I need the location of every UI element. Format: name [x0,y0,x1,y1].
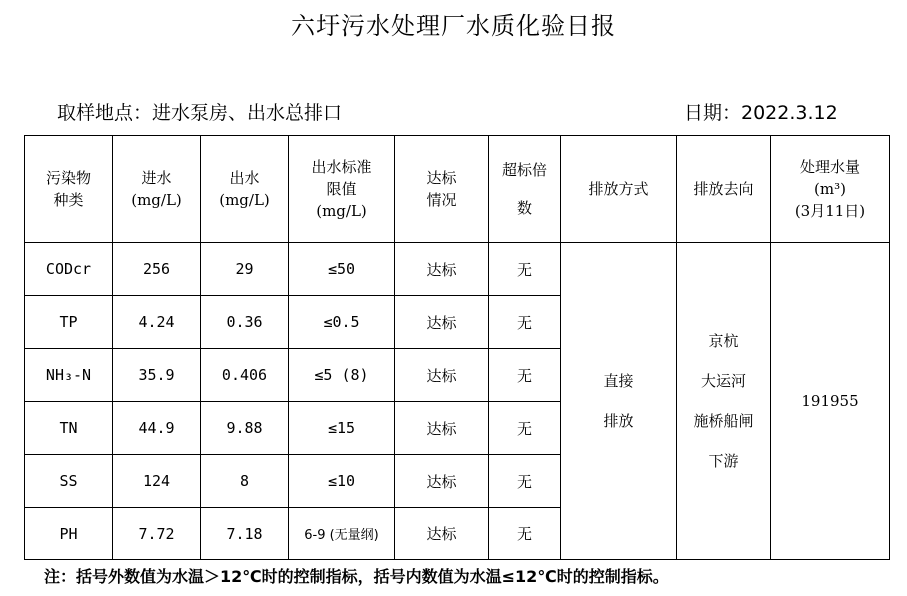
footnote: 注：括号外数值为水温＞12℃时的控制指标，括号内数值为水温≤12℃时的控制指标。 [44,567,669,586]
inflow-value: 35.9 [113,349,201,402]
report-title: 六圩污水处理厂水质化验日报 [291,12,616,40]
discharge-method-cell: 直接 排放 [561,243,677,560]
outflow-value: 0.406 [201,349,289,402]
inflow-value: 124 [113,455,201,508]
header-exceed: 超标倍 数 [489,136,561,243]
exceed-value: 无 [489,455,561,508]
outflow-value: 8 [201,455,289,508]
outflow-value: 9.88 [201,402,289,455]
exceed-value: 无 [489,296,561,349]
limit-value: ≤50 [289,243,395,296]
header-volume: 处理水量 (m³) (3月11日) [771,136,890,243]
status-value: 达标 [395,455,489,508]
pollutant-name: CODcr [25,243,113,296]
limit-value: 6-9 (无量纲) [289,508,395,560]
discharge-dest-cell: 京杭 大运河 施桥船闸 下游 [677,243,771,560]
status-value: 达标 [395,402,489,455]
sampling-location: 取样地点：进水泵房、出水总排口 [57,102,343,124]
limit-value: ≤0.5 [289,296,395,349]
pollutant-name: NH₃-N [25,349,113,402]
header-discharge-method: 排放方式 [561,136,677,243]
pollutant-name: TP [25,296,113,349]
header-status: 达标 情况 [395,136,489,243]
exceed-value: 无 [489,243,561,296]
inflow-value: 7.72 [113,508,201,560]
inflow-value: 256 [113,243,201,296]
header-outflow: 出水 (mg/L) [201,136,289,243]
limit-value: ≤15 [289,402,395,455]
exceed-value: 无 [489,349,561,402]
table-row [25,243,890,296]
inflow-value: 44.9 [113,402,201,455]
treated-volume: 191955 [771,243,890,560]
pollutant-name: SS [25,455,113,508]
report-date: 日期：2022.3.12 [684,102,838,124]
header-discharge-dest: 排放去向 [677,136,771,243]
inflow-value: 4.24 [113,296,201,349]
pollutant-name: PH [25,508,113,560]
header-limit: 出水标准 限值 (mg/L) [289,136,395,243]
outflow-value: 29 [201,243,289,296]
outflow-value: 0.36 [201,296,289,349]
water-quality-table [24,135,890,560]
status-value: 达标 [395,349,489,402]
exceed-value: 无 [489,508,561,560]
outflow-value: 7.18 [201,508,289,560]
status-value: 达标 [395,508,489,560]
status-value: 达标 [395,296,489,349]
exceed-value: 无 [489,402,561,455]
pollutant-name: TN [25,402,113,455]
header-inflow: 进水 (mg/L) [113,136,201,243]
limit-value: ≤5 (8) [289,349,395,402]
limit-value: ≤10 [289,455,395,508]
header-pollutant: 污染物 种类 [25,136,113,243]
header-row [25,136,890,243]
status-value: 达标 [395,243,489,296]
